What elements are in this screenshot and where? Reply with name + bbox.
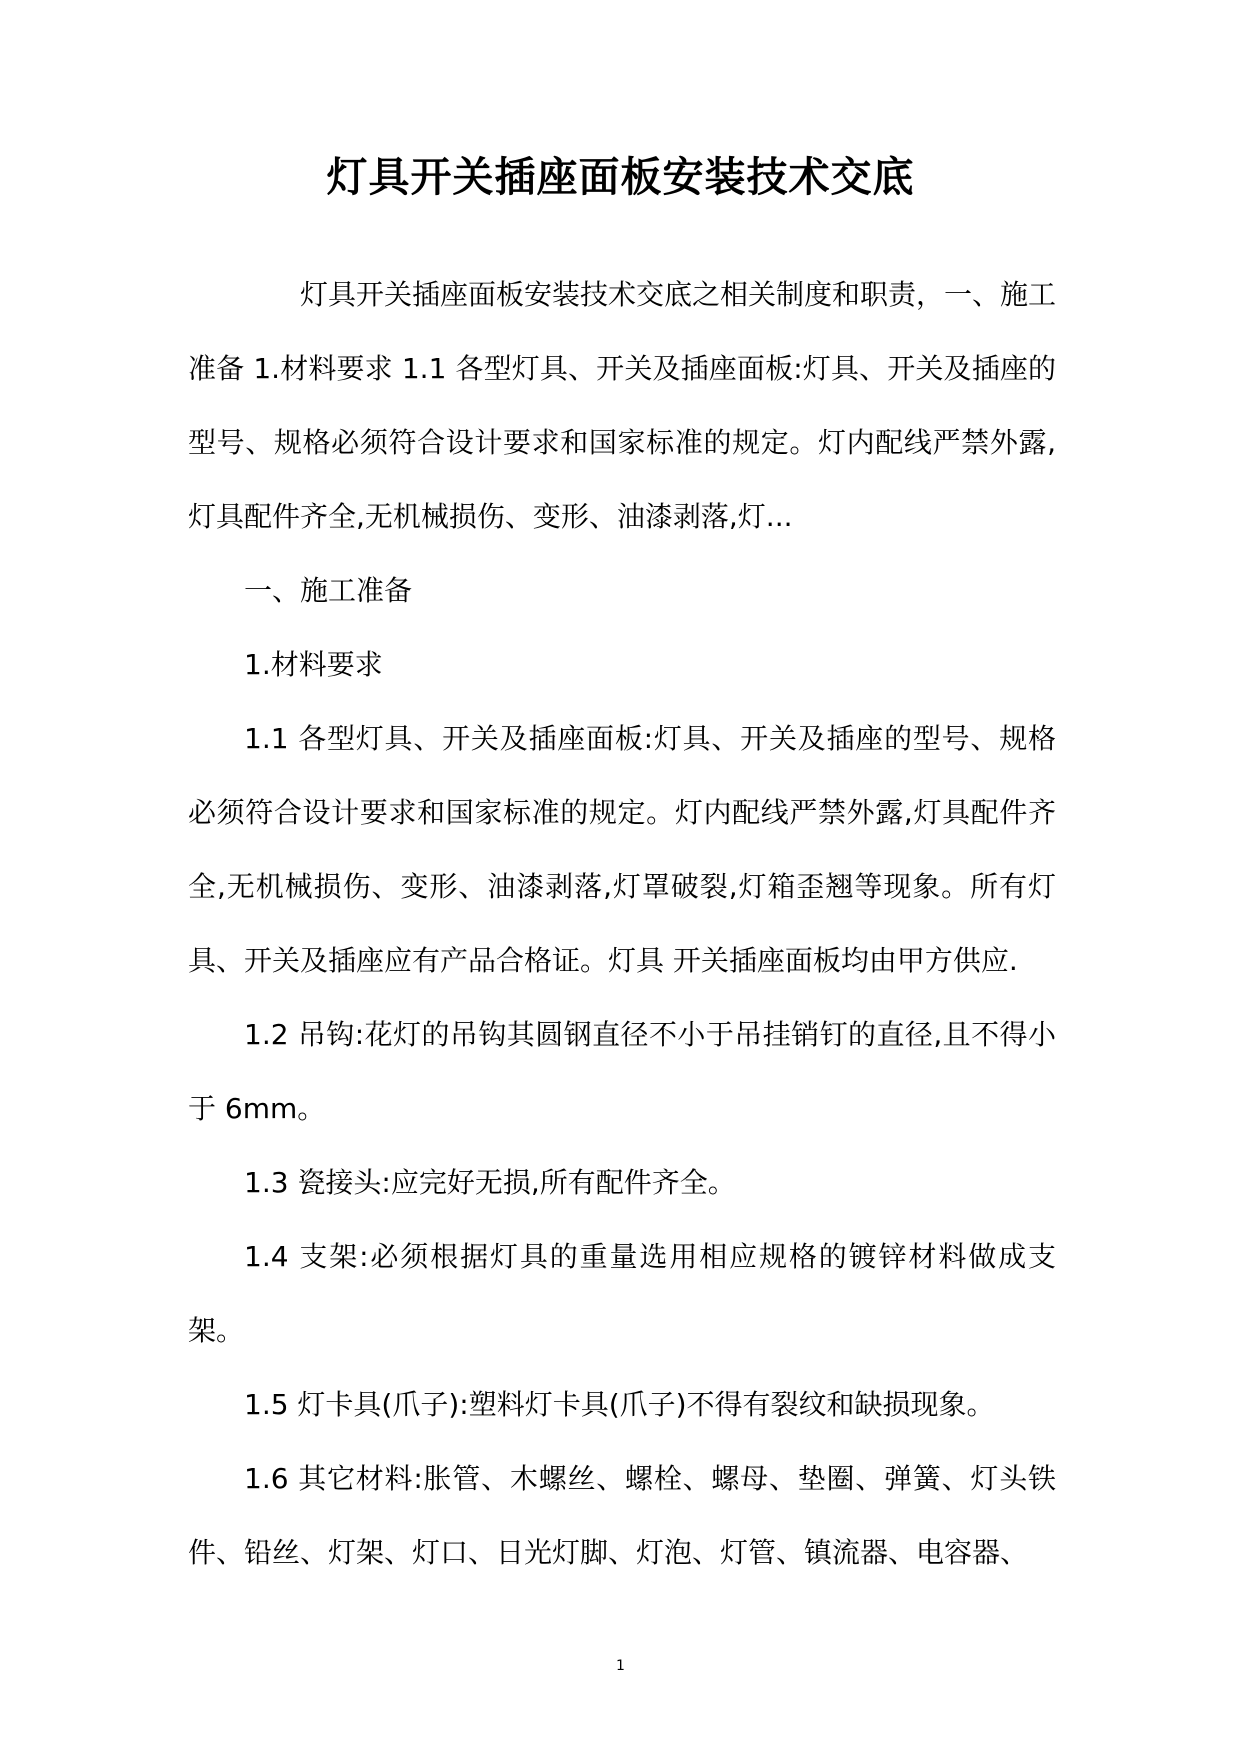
paragraph-1-1-fixtures: 1.1 各型灯具、开关及插座面板:灯具、开关及插座的型号、规格必须符合设计要求和国家标准的规定。灯内配线严禁外露,灯具配件齐全,无机械损伤、变形、油漆剥落,灯罩破裂,灯箱歪翘等现象。所有灯具、开关及插座应有产品合格证。灯具 开关插座面板均由甲方供应.	[188, 722, 1056, 977]
paragraph-1-4-bracket: 1.4 支架:必须根据灯具的重量选用相应规格的镀锌材料做成支架。	[188, 1240, 1056, 1347]
page-number: 1	[616, 1658, 625, 1674]
paragraph-1-3-porcelain-connector: 1.3 瓷接头:应完好无损,所有配件齐全。	[244, 1166, 736, 1199]
document-body	[188, 258, 1056, 1590]
intro-paragraph: 灯具开关插座面板安装技术交底之相关制度和职责，一、施工准备 1.材料要求 1.1 各型灯具、开关及插座面板:灯具、开关及插座的型号、规格必须符合设计要求和国家标准的规定。灯内配线严禁外露,灯具配件齐全,无机械损伤、变形、油漆剥落,灯...	[188, 278, 1057, 533]
section-heading-preparation: 一、施工准备	[244, 574, 413, 607]
paragraph-1-6-other-materials: 1.6 其它材料:胀管、木螺丝、螺栓、螺母、垫圈、弹簧、灯头铁件、铅丝、灯架、灯口、日光灯脚、灯泡、灯管、镇流器、电容器、	[188, 1462, 1056, 1569]
paragraph-1-2-hook: 1.2 吊钩:花灯的吊钩其圆钢直径不小于吊挂销钉的直径,且不得小于 6mm。	[188, 1018, 1056, 1125]
page-title: 灯具开关插座面板安装技术交底	[326, 153, 915, 201]
paragraph-1-5-clamp: 1.5 灯卡具(爪子):塑料灯卡具(爪子)不得有裂纹和缺损现象。	[244, 1388, 995, 1421]
subsection-heading-materials: 1.材料要求	[244, 648, 383, 681]
